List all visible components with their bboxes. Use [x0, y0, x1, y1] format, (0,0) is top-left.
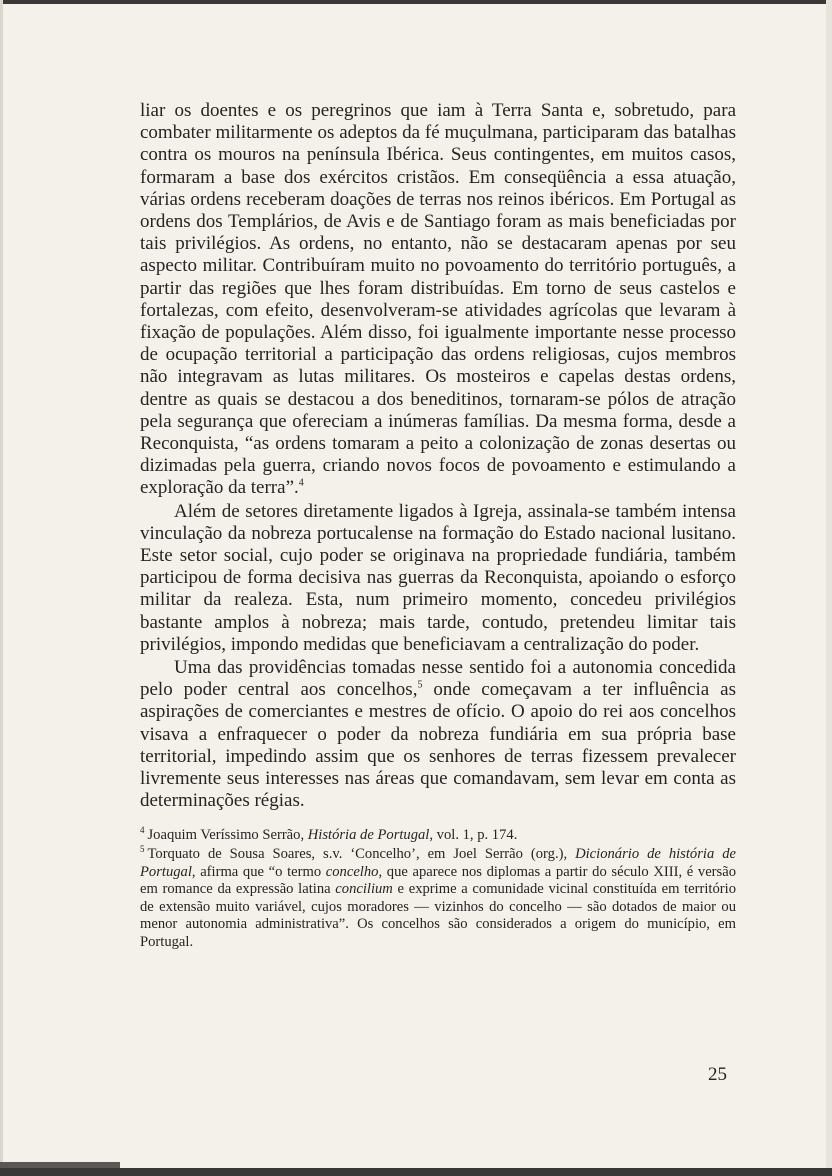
page-number: 25 — [708, 1064, 727, 1085]
footnote-5-text-d: e exprime a comunidade vicinal constituída em território de extensão muito variável, cujos moradores — vizinhos do concelho — são dotados de maior ou menor autonomia administrativa”. Os concelhos são considerados a origem do município, em Portugal. — [140, 881, 736, 951]
footnote-4-number: 4 — [140, 824, 145, 835]
footnote-5-term: concelho — [325, 863, 379, 880]
footnote-ref-5: 5 — [417, 679, 423, 691]
paragraph-2: Além de setores diretamente ligados à Igreja, assinala-se também intensa vinculação da nobreza portucalense na formação do Estado nacional lusitano. Este setor social, cujo poder se originava na propriedade fundiária, também participou de forma decisiva nas guerras da Reconquista, apoiando o esforço militar da realeza. Esta, num primeiro momento, concedeu privilégios bastante amplos à nobreza; mais tarde, contudo, pretendeu limitar tais privilégios, impondo medidas que beneficiavam a centralização do poder. — [140, 500, 736, 655]
page-body — [140, 100, 736, 952]
scan-right-edge — [826, 0, 832, 1176]
footnotes — [140, 824, 736, 952]
footnote-4 — [140, 824, 736, 845]
footnote-4-text-a: Joaquim Veríssimo Serrão, — [147, 826, 308, 843]
paragraph-3-text-b: onde começavam a ter influência as aspirações de comerciantes e mestres de ofício. O apoio do rei aos concelhos visava a enfraquecer o poder da nobreza fundiária em sua própria base territorial, impedindo assim que os senhores de terras fizessem prevalecer livremente seus interesses nas áreas que comandavam, sem levar em conta as determinações régias. — [140, 679, 736, 812]
paragraph-3-text-a: Uma das providências tomadas nesse sentido foi a autonomia concedida pelo poder central aos concelhos, — [140, 657, 736, 701]
footnote-4-title: História de Portugal — [307, 826, 430, 843]
footnote-5 — [140, 846, 736, 952]
footnote-4-text-b: , vol. 1, p. 174. — [429, 826, 518, 843]
footnote-ref-4: 4 — [298, 478, 304, 490]
paragraph-1 — [140, 100, 736, 500]
footnote-5-title: Dicionário de história de Portugal — [140, 846, 736, 880]
footnote-5-term2: concilium — [335, 881, 393, 898]
paragraph-1-text: liar os doentes e os peregrinos que iam à Terra Santa e, sobretudo, para combater militarmente os adeptos da fé muçulmana, participaram das batalhas contra os mouros na península Ibérica. Seus contingentes, em muitos casos, formaram a base dos exércitos cristãos. Em conseqüência a essa atuação, várias ordens receberam doações de terras nos reinos ibéricos. Em Portugal as ordens dos Templários, de Avis e de Santiago foram as mais beneficiadas por tais privilégios. As ordens, no entanto, não se destacaram apenas por seu aspecto militar. Contribuíram muito no povoamento do território português, a partir das regiões que lhes foram distribuídas. Em torno de seus castelos e fortalezas, com efeito, desenvolveram-se atividades agrícolas que levaram à fixação de populações. Além disso, foi igualmente importante nesse processo de ocupação territorial a participação das ordens religiosas, cujos membros não integravam as lutas militares. Os mosteiros e capelas destas ordens, dentre as quais se destacou a dos beneditinos, tornaram-se pólos de atração pela segurança que ofereciam a inúmeras famílias. Da mesma forma, desde a Reconquista, “as ordens tomaram a peito a colonização de zonas desertas ou dizimadas pela guerra, criando novos focos de povoamento e estimulando a exploração da terra”. — [140, 100, 736, 499]
footnote-5-number: 5 — [140, 844, 145, 855]
footnote-5-text-b: , afirma que “o termo — [191, 863, 326, 880]
footnote-5-text-c: , que aparece nos diplomas a partir do século XIII, é versão em romance da expressão latina — [140, 863, 736, 898]
scan-top-edge — [0, 0, 832, 4]
footnote-5-text-a: Torquato de Sousa Soares, s.v. ‘Concelho’, em Joel Serrão (org.), — [147, 846, 576, 863]
paragraph-3 — [140, 657, 736, 812]
scan-left-edge — [0, 0, 3, 1176]
scan-bottom-edge — [0, 1168, 832, 1176]
